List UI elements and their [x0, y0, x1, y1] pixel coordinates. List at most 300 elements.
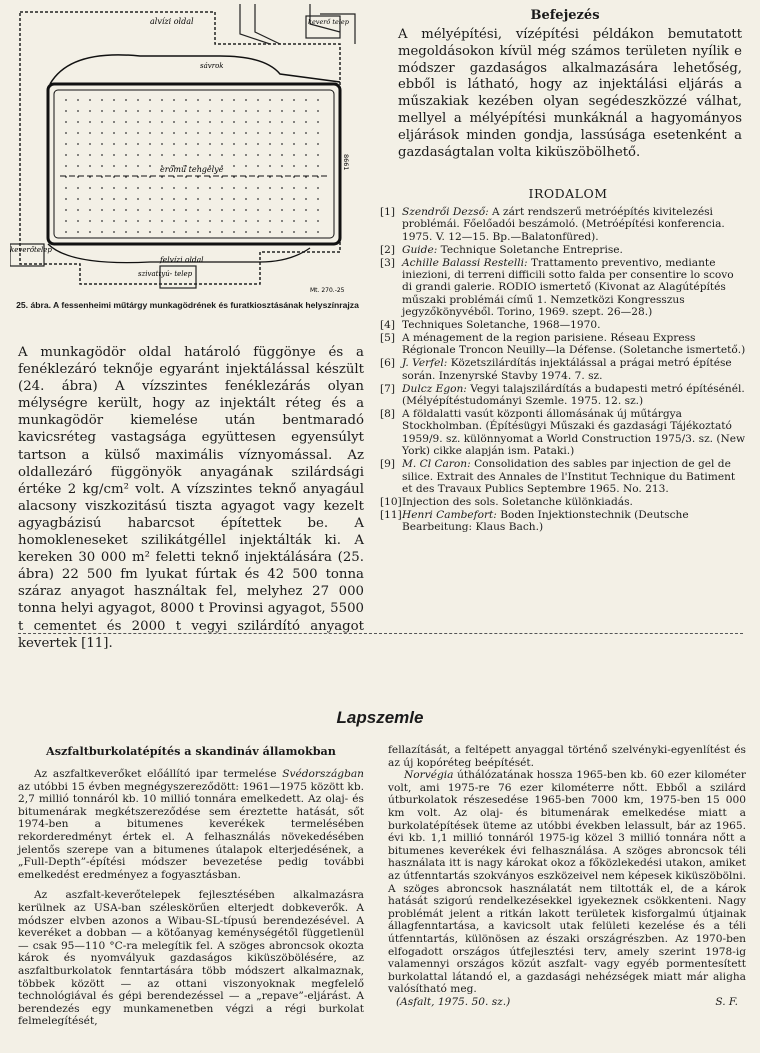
reference-item — [380, 319, 746, 331]
reference-item — [380, 496, 746, 508]
borehole-dot — [101, 209, 103, 211]
borehole-dot — [101, 220, 103, 222]
reference-text — [402, 509, 746, 534]
borehole-dot — [221, 220, 223, 222]
borehole-dot — [125, 198, 127, 200]
borehole-dot — [305, 132, 307, 134]
borehole-dot — [89, 209, 91, 211]
borehole-dot — [305, 99, 307, 101]
reference-item — [380, 244, 746, 256]
reference-number: [2] — [380, 243, 396, 256]
borehole-dot — [257, 121, 259, 123]
borehole-dot — [233, 132, 235, 134]
borehole-dot — [317, 187, 319, 189]
label-upstream-side: felvízi oldal — [160, 255, 204, 264]
reference-number: [3] — [380, 256, 396, 269]
borehole-dot — [125, 121, 127, 123]
borehole-dot — [161, 198, 163, 200]
reference-author: Achille Balassi Restelli: — [402, 256, 528, 269]
borehole-dot — [137, 121, 139, 123]
reference-body: Consolidation des sables par injection de gel de silice. Extrait des Annales de l'Institut Technique du Batiment et des Travaux Publics Septembre 1965. No. 213. — [402, 458, 736, 495]
borehole-dot — [185, 132, 187, 134]
borehole-dot — [269, 220, 271, 222]
borehole-dot — [281, 187, 283, 189]
p1-text-b: az utóbbi 15 évben megnégyszereződött: 1961—1975 között kb. 2,7 millió tonnáról kb. 10 millió tonnára emelkedett. Az olaj- és bitumenárak megkétszereződése sem éreztette hatását, sőt 1974-ben a bitumenes keverékek termelésében rekorderedményt értek el. A felhasználás növekedésében jelentős szerepe van a bitumenes útalapok elterjedésének, a „Full-Depth”-építési módszer bevezetése pedig további emelkedést eredményez a fogyasztásban. — [18, 780, 364, 881]
reference-body: Technique Soletanche Entreprise. — [437, 243, 623, 256]
borehole-dot — [77, 99, 79, 101]
borehole-dot — [269, 99, 271, 101]
borehole-dot — [245, 165, 247, 167]
borehole-dot — [65, 198, 67, 200]
borehole-dot — [293, 121, 295, 123]
borehole-dot — [185, 220, 187, 222]
reference-item — [380, 458, 746, 495]
reference-text — [402, 408, 746, 458]
reference-body: Injection des sols. Soletanche különkiadás. — [402, 495, 633, 508]
label-plant-axis: erőmű tengelye — [160, 165, 224, 174]
borehole-dot — [317, 121, 319, 123]
borehole-dot — [245, 231, 247, 233]
borehole-dot — [125, 154, 127, 156]
borehole-dot — [125, 99, 127, 101]
reference-item — [380, 383, 746, 408]
reference-number: [9] — [380, 458, 396, 471]
borehole-dot — [197, 154, 199, 156]
borehole-dot — [281, 220, 283, 222]
borehole-dot — [77, 132, 79, 134]
borehole-dot — [221, 154, 223, 156]
borehole-dot — [89, 231, 91, 233]
article-paragraph-1 — [18, 768, 364, 881]
borehole-dot — [89, 165, 91, 167]
reference-number: [4] — [380, 319, 396, 332]
reference-item — [380, 257, 746, 319]
borehole-dot — [293, 165, 295, 167]
borehole-dot — [185, 154, 187, 156]
label-pump-station: szivattyú- telep — [138, 270, 193, 278]
reference-text — [402, 319, 746, 331]
borehole-dot — [221, 198, 223, 200]
borehole-dot — [209, 198, 211, 200]
left-paragraph: A munkagödör oldal határoló függönye és a fenéklezáró teknője egyaránt injektálással készült (24. ábra) A vízszintes fenéklezárás olyan mélységre került, hogy az injektált réteg és a munkagödör kiemelése után bentmaradó kavicsréteg vastagsága együttesen egyensúlyt tartson a külső maximális víznyomással. Az oldallezáró függönyök anyagának szilárdsági értéke 2 kg/cm² volt. A vízszintes teknő anyagául alacsony viszkozitású tiszta agyagot vagy kezelt agyagbázisú habarcsot építettek be. A homokleneseket szilikátgéllel injektálták ki. A kereken 30 000 m² feletti teknő injektálására (25. ábra) 22 500 fm lyukat fúrtak és 42 500 tonna száraz anyagot használtak fel, melyhez 27 000 tonna helyi agyagot, 8000 t Provinsi agyagot, 5500 t cementet és 2000 t vegyi szilárdító anyagot kevertek [11]. — [18, 345, 364, 651]
borehole-dot — [281, 198, 283, 200]
borehole-dot — [77, 209, 79, 211]
borehole-dot — [209, 99, 211, 101]
borehole-dot — [89, 198, 91, 200]
borehole-dot — [173, 143, 175, 145]
reference-body: Közetszilárdítás injektálással a prágai metró építése során. Inzenyrské Stavby 1974. 7. sz. — [402, 357, 732, 382]
borehole-dot — [149, 121, 151, 123]
borehole-dot — [305, 231, 307, 233]
borehole-dot — [293, 198, 295, 200]
borehole-dot — [137, 187, 139, 189]
borehole-dot — [317, 198, 319, 200]
borehole-dot — [209, 121, 211, 123]
borehole-dot — [89, 132, 91, 134]
borehole-dot — [101, 165, 103, 167]
borehole-dot — [221, 110, 223, 112]
borehole-dot — [113, 187, 115, 189]
reference-text — [402, 357, 746, 382]
borehole-dot — [173, 209, 175, 211]
borehole-dot — [257, 231, 259, 233]
borehole-dot — [101, 110, 103, 112]
borehole-dot — [161, 209, 163, 211]
borehole-dot — [125, 187, 127, 189]
borehole-dot — [257, 99, 259, 101]
borehole-dot — [77, 220, 79, 222]
borehole-dot — [65, 121, 67, 123]
borehole-dot — [245, 154, 247, 156]
borehole-dot — [137, 231, 139, 233]
label-downstream-side: alvízi oldal — [150, 17, 194, 26]
borehole-dot — [209, 209, 211, 211]
borehole-dot — [161, 154, 163, 156]
borehole-dot — [161, 132, 163, 134]
borehole-dot — [149, 198, 151, 200]
reference-number: [5] — [380, 332, 396, 345]
borehole-dot — [101, 231, 103, 233]
borehole-dot — [185, 99, 187, 101]
borehole-dot — [149, 99, 151, 101]
borehole-dot — [233, 121, 235, 123]
borehole-dot — [89, 143, 91, 145]
article-source: (Asfalt, 1975. 50. sz.) — [396, 995, 511, 1008]
borehole-dot — [101, 121, 103, 123]
borehole-dot — [89, 220, 91, 222]
borehole-dot — [245, 143, 247, 145]
borehole-dot — [245, 121, 247, 123]
p4-text: úthálózatának hossza 1965-ben kb. 60 ezer kilométer volt, ami 1975-re 76 ezer kilométerre nőtt. Ebből a szilárd útburkolatok részesedése 1965-ben 7000 km, 1975-ben 15 000 km volt. Az olaj- és bitumenárak emelkedése miatt a burkolatépítések üteme az utóbbi években lelassult, bár az 1965. évi kb. 1,1 millió tonnáról 1975-ig közel 3 millió tonnára nőtt a bitumenes keverékek évi felhasználása. A szöges abroncsok téli használata itt is nagy károkat okoz a főközlekedési utakon, amiket az útfenntartás szokványos eszközeivel nem képesek kiküszöbölni. A szöges abroncsok használatát nem tiltották el, de a károk hatását szigorú rendelkezésekkel igyekeznek csökkenteni. Nagy problémát jelent a ritkán lakott területek kisforgalmú útjainak állagfenntartása, a kavicsolt utak felületi kezelése és a téli útfenntartás, különösen az északi országrészben. Az 1970-ben elfogadott országos útfejlesztési terv, amely szerint 1978-ig valamennyi országos közút aszfalt- vagy egyéb pormentesített burkolattal látandó el, a gazdasági nehézségek miatt már aligha valósítható meg. — [388, 769, 746, 996]
borehole-dot — [293, 231, 295, 233]
borehole-dot — [245, 187, 247, 189]
reference-number: [1] — [380, 206, 396, 218]
borehole-dot — [209, 110, 211, 112]
reference-item — [380, 408, 746, 458]
borehole-dot — [317, 143, 319, 145]
borehole-dot — [233, 154, 235, 156]
section-divider — [18, 633, 743, 634]
borehole-dot — [173, 154, 175, 156]
borehole-dot — [245, 209, 247, 211]
references-heading: IRODALOM — [528, 186, 608, 201]
borehole-dot — [281, 110, 283, 112]
borehole-dot — [221, 231, 223, 233]
borehole-dot — [89, 110, 91, 112]
p1-text-a: Az aszfaltkeverőket előállító ipar termelése — [34, 768, 283, 780]
borehole-dot — [269, 121, 271, 123]
borehole-dot — [209, 154, 211, 156]
borehole-dot — [101, 99, 103, 101]
borehole-dot — [101, 132, 103, 134]
borehole-dot — [281, 154, 283, 156]
borehole-dot — [293, 187, 295, 189]
borehole-dot — [245, 220, 247, 222]
borehole-dot — [305, 154, 307, 156]
borehole-dot — [197, 143, 199, 145]
borehole-dot — [197, 121, 199, 123]
borehole-dot — [161, 220, 163, 222]
borehole-dot — [137, 209, 139, 211]
borehole-dot — [197, 231, 199, 233]
borehole-dot — [269, 110, 271, 112]
borehole-dot — [173, 99, 175, 101]
borehole-dot — [77, 231, 79, 233]
borehole-dot — [125, 132, 127, 134]
p1-country: Svédországban — [282, 768, 364, 780]
borehole-dot — [173, 132, 175, 134]
label-savrok: sávrok — [200, 62, 224, 70]
borehole-dot — [317, 220, 319, 222]
reference-number: [8] — [380, 408, 396, 420]
article-column-left — [18, 768, 364, 1028]
borehole-dot — [305, 121, 307, 123]
borehole-dot — [125, 209, 127, 211]
borehole-dot — [233, 187, 235, 189]
borehole-dot — [293, 110, 295, 112]
reference-author: J. Verfel: — [402, 357, 448, 370]
borehole-dot — [269, 209, 271, 211]
borehole-dot — [113, 143, 115, 145]
borehole-dot — [281, 99, 283, 101]
borehole-dot — [137, 132, 139, 134]
reference-body: A földalatti vasút központi állomásának új műtárgya Stockholmban. (Építésügyi Műszaki és gazdasági Tájékoztató 1959/9. sz. különnyomat a World Construction 1975/3. sz. (New York) cikke alapján ism. Pataki.) — [402, 408, 746, 458]
borehole-dot — [209, 231, 211, 233]
borehole-dot — [125, 231, 127, 233]
article-footer — [388, 996, 746, 1009]
borehole-dot — [281, 231, 283, 233]
borehole-dot — [65, 220, 67, 222]
borehole-dot — [197, 187, 199, 189]
borehole-dot — [305, 143, 307, 145]
conclusion-text: A mélyépítési, vízépítési példákon bemutatott megoldásokon kívül még számos területen nyílik e módszer gazdaságos alkalmazására lehetőség, ebből is látható, hogy az injektálási eljárás a műszakiak kezében olyan segédeszközzé válhat, mellyel a mélyépítési munkáknál a hagyományos eljárások minden gondja, lassúsága esetenként a gazdaságtalan volta kiküszöbölhető. — [398, 27, 742, 160]
borehole-dot — [317, 110, 319, 112]
borehole-dot — [113, 231, 115, 233]
borehole-dot — [197, 110, 199, 112]
reference-list — [380, 206, 746, 534]
figure-side-number: 8661 — [342, 154, 350, 171]
borehole-dot — [197, 99, 199, 101]
borehole-dot — [221, 187, 223, 189]
borehole-dot — [149, 132, 151, 134]
borehole-dot — [185, 143, 187, 145]
borehole-dot — [305, 187, 307, 189]
borehole-dot — [245, 132, 247, 134]
borehole-dot — [293, 220, 295, 222]
reference-text — [402, 332, 746, 357]
reference-author: Henri Cambefort: — [402, 508, 497, 521]
borehole-dot — [173, 110, 175, 112]
figure-caption: 25. ábra. A fessenheimi műtárgy munkagödrének és furatkiosztásának helyszínrajza — [16, 300, 359, 310]
borehole-dot — [77, 165, 79, 167]
borehole-dot — [221, 143, 223, 145]
conclusion-heading: Befejezés — [530, 8, 600, 23]
borehole-dot — [113, 209, 115, 211]
borehole-dot — [305, 110, 307, 112]
borehole-dot — [209, 143, 211, 145]
borehole-dot — [221, 121, 223, 123]
borehole-dot — [257, 110, 259, 112]
borehole-dot — [305, 165, 307, 167]
label-mixer-plant-left: keverőtelep — [10, 246, 52, 254]
reference-text — [402, 257, 746, 319]
borehole-dot — [125, 165, 127, 167]
borehole-dot — [185, 121, 187, 123]
borehole-dot — [317, 99, 319, 101]
borehole-dot — [65, 209, 67, 211]
borehole-dot — [149, 187, 151, 189]
reference-text — [402, 244, 746, 256]
borehole-dot — [65, 154, 67, 156]
borehole-dot — [65, 110, 67, 112]
reference-body: Techniques Soletanche, 1968—1970. — [402, 319, 601, 332]
borehole-dot — [113, 132, 115, 134]
reference-body: Trattamento preventivo, mediante iniezioni, di terreni difficili sotto falda per consentire lo scovo di grandi galerie. RODIO ismertető (Kivonat az Alagútépítés műszaki problémái című 1. Nemzetközi Kongresszus jegyzőkönyvéből. Torino, 1969. szept. 26—28.) — [402, 256, 734, 319]
reference-text — [402, 458, 746, 495]
reference-text — [402, 383, 746, 408]
borehole-dot — [161, 143, 163, 145]
borehole-dot — [269, 132, 271, 134]
borehole-dot — [89, 187, 91, 189]
borehole-dot — [257, 220, 259, 222]
borehole-dot — [65, 99, 67, 101]
reference-author: M. Cl Caron: — [402, 458, 471, 471]
article-paragraph-3: fellazítását, a feltépett anyaggal történő szelvényki-egyenlítést és az új kopóréteg beépítését. — [388, 744, 746, 769]
borehole-dot — [113, 99, 115, 101]
label-mixer-plant-top: keverő telep — [308, 18, 349, 26]
borehole-dot — [257, 209, 259, 211]
article-signature: S. F. — [715, 995, 738, 1008]
borehole-dot — [137, 110, 139, 112]
borehole-dot — [113, 110, 115, 112]
borehole-dot — [185, 187, 187, 189]
borehole-dot — [149, 154, 151, 156]
reference-author: Szendrői Dezső: — [402, 206, 489, 218]
borehole-dot — [149, 220, 151, 222]
borehole-dot — [161, 187, 163, 189]
borehole-dot — [185, 231, 187, 233]
site-plan-figure — [10, 4, 360, 296]
borehole-dot — [173, 198, 175, 200]
borehole-dot — [113, 165, 115, 167]
reference-item — [380, 206, 746, 243]
reference-body: Vegyi talajszilárdítás a budapesti metró építésénél. (Mélyépítéstudományi Szemle. 1975. 12. sz.) — [402, 382, 745, 408]
borehole-dot — [233, 99, 235, 101]
borehole-dot — [233, 231, 235, 233]
borehole-dot — [221, 132, 223, 134]
borehole-dot — [209, 187, 211, 189]
borehole-dot — [197, 132, 199, 134]
borehole-dot — [149, 165, 151, 167]
borehole-dot — [257, 154, 259, 156]
borehole-dot — [65, 231, 67, 233]
reference-body: A ménagement de la region parisiene. Réseau Express Régionale Troncon Neuilly—la Défense. (Soletanche ismertető.) — [402, 332, 746, 357]
borehole-dot — [77, 198, 79, 200]
borehole-dot — [125, 110, 127, 112]
borehole-dot — [185, 198, 187, 200]
reference-author: Dulcz Egon: — [402, 382, 467, 395]
borehole-dot — [269, 231, 271, 233]
borehole-dot — [305, 220, 307, 222]
borehole-dot — [305, 209, 307, 211]
borehole-dot — [257, 143, 259, 145]
borehole-dot — [101, 198, 103, 200]
borehole-dot — [101, 154, 103, 156]
article-paragraph-2: Az aszfalt-keverőtelepek fejlesztésében alkalmazásra kerülnek az USA-ban széleskörűen elterjedt dobkeverők. A módszer elvben azonos a Wibau-SL-típusú berendezésével. A keveréket a dobban — a kötőanyag keménységétől függetlenül — csak 95—110 °C-ra melegítik fel. A szöges abroncsok okozta károk és nyomvályuk gazdaságos kiküszöbölésére, az aszfaltburkolatok fenntartására több módszert alkalmaznak, többek között — az ottani viszonyoknak megfelelő technológiával és gépi berendezéssel — a „repave”-eljárást. A berendezés egy munkamenetben végzi a régi burkolat felmelegítését, — [18, 889, 364, 1028]
figure-stamp: Mt. 270.-25 — [310, 287, 345, 294]
borehole-dot — [149, 110, 151, 112]
borehole-dot — [77, 187, 79, 189]
borehole-dot — [77, 121, 79, 123]
reference-item — [380, 509, 746, 534]
p4-country: Norvégia — [404, 769, 454, 782]
borehole-dot — [137, 154, 139, 156]
borehole-dot — [89, 99, 91, 101]
borehole-dot — [293, 143, 295, 145]
borehole-dot — [113, 121, 115, 123]
borehole-dot — [65, 143, 67, 145]
borehole-dot — [257, 198, 259, 200]
borehole-dot — [101, 187, 103, 189]
borehole-dot — [137, 143, 139, 145]
reference-number: [7] — [380, 382, 396, 395]
borehole-dot — [269, 165, 271, 167]
borehole-dot — [233, 220, 235, 222]
borehole-dot — [293, 99, 295, 101]
borehole-dot — [113, 198, 115, 200]
borehole-dot — [293, 154, 295, 156]
reference-body: A zárt rendszerű metróépítés kivitelezési problémái. Főelőadói beszámoló. (Metróépítési konferencia. 1975. V. 12—15. Bp.—Balatonfüred). — [402, 206, 725, 243]
borehole-dot — [77, 110, 79, 112]
article-paragraph-4 — [388, 769, 746, 996]
borehole-dot — [221, 99, 223, 101]
reference-text — [402, 496, 746, 508]
borehole-dot — [269, 198, 271, 200]
borehole-dot — [317, 132, 319, 134]
reference-author: Guide: — [402, 243, 438, 256]
borehole-dot — [317, 154, 319, 156]
section-title: Lapszemle — [336, 708, 424, 727]
borehole-dot — [65, 187, 67, 189]
borehole-dot — [281, 165, 283, 167]
borehole-dot — [137, 220, 139, 222]
borehole-dot — [317, 231, 319, 233]
borehole-dot — [77, 143, 79, 145]
borehole-dot — [281, 121, 283, 123]
reference-number: [10] — [380, 495, 402, 508]
borehole-dot — [245, 198, 247, 200]
borehole-dot — [305, 198, 307, 200]
reference-body: Boden Injektionstechnik (Deutsche Bearbeitung: Klaus Bach.) — [402, 508, 689, 534]
reference-item — [380, 332, 746, 357]
borehole-dot — [281, 132, 283, 134]
borehole-dot — [317, 209, 319, 211]
borehole-dot — [161, 110, 163, 112]
borehole-dot — [173, 121, 175, 123]
borehole-dot — [257, 165, 259, 167]
borehole-dot — [137, 99, 139, 101]
borehole-dot — [77, 154, 79, 156]
borehole-dot — [197, 198, 199, 200]
article-title: Aszfaltburkolatépítés a skandináv államokban — [46, 744, 336, 758]
borehole-dot — [317, 165, 319, 167]
borehole-dot — [125, 220, 127, 222]
borehole-dot — [173, 231, 175, 233]
borehole-dot — [125, 143, 127, 145]
borehole-dot — [233, 198, 235, 200]
borehole-dot — [113, 154, 115, 156]
borehole-dot — [233, 110, 235, 112]
